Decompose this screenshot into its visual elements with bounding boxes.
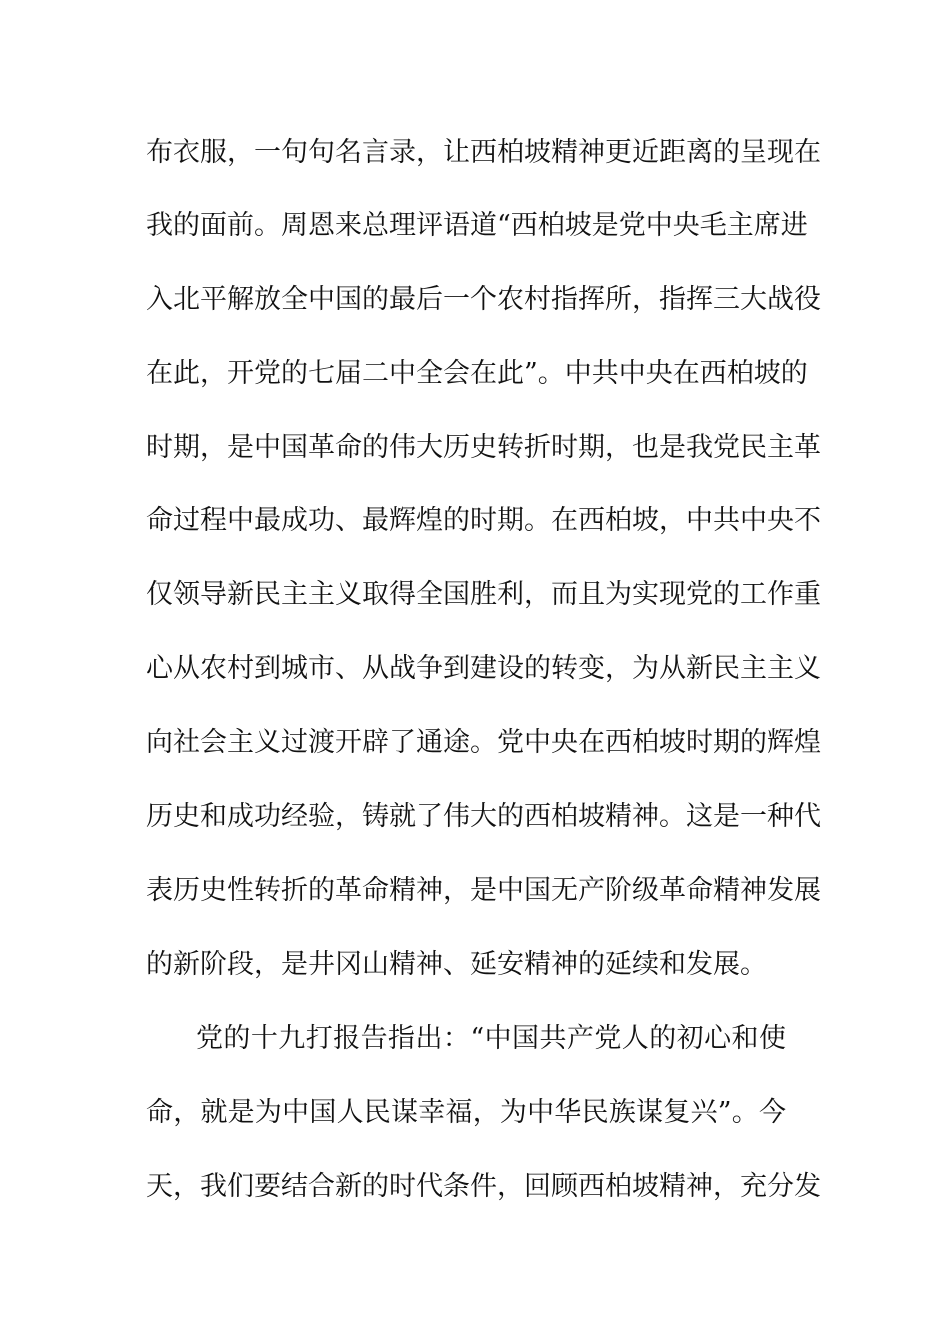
paragraph-line: 我的面前。周恩来总理评语道“西柏坡是党中央毛主席进 <box>146 210 808 241</box>
paragraph-line: 天，我们要结合新的时代条件，回顾西柏坡精神，充分发 <box>146 1171 821 1202</box>
paragraph-line: 心从农村到城市、从战争到建设的转变，为从新民主主义 <box>146 653 821 684</box>
paragraph-line: 历史和成功经验，铸就了伟大的西柏坡精神。这是一种代 <box>146 801 821 832</box>
paragraph-line: 入北平解放全中国的最后一个农村指挥所，指挥三大战役 <box>146 284 821 315</box>
paragraph-line: 表历史性转折的革命精神，是中国无产阶级革命精神发展 <box>146 875 821 906</box>
paragraph-line: 的新阶段，是井冈山精神、延安精神的延续和发展。 <box>146 949 767 980</box>
paragraph-line: 在此，开党的七届二中全会在此”。中共中央在西柏坡的 <box>146 358 808 389</box>
paragraph-line: 仅领导新民主主义取得全国胜利，而且为实现党的工作重 <box>146 579 821 610</box>
paragraph-line: 向社会主义过渡开辟了通途。党中央在西柏坡时期的辉煌 <box>146 727 821 758</box>
paragraph-line: 党的十九打报告指出：“中国共产党人的初心和使 <box>196 1023 786 1054</box>
paragraph-line: 布衣服，一句句名言录，让西柏坡精神更近距离的呈现在 <box>146 137 821 168</box>
paragraph-line: 时期，是中国革命的伟大历史转折时期，也是我党民主革 <box>146 432 821 463</box>
paragraph-line: 命过程中最成功、最辉煌的时期。在西柏坡，中共中央不 <box>146 505 821 536</box>
paragraph-line: 命，就是为中国人民谋幸福，为中华民族谋复兴”。今 <box>146 1097 786 1128</box>
